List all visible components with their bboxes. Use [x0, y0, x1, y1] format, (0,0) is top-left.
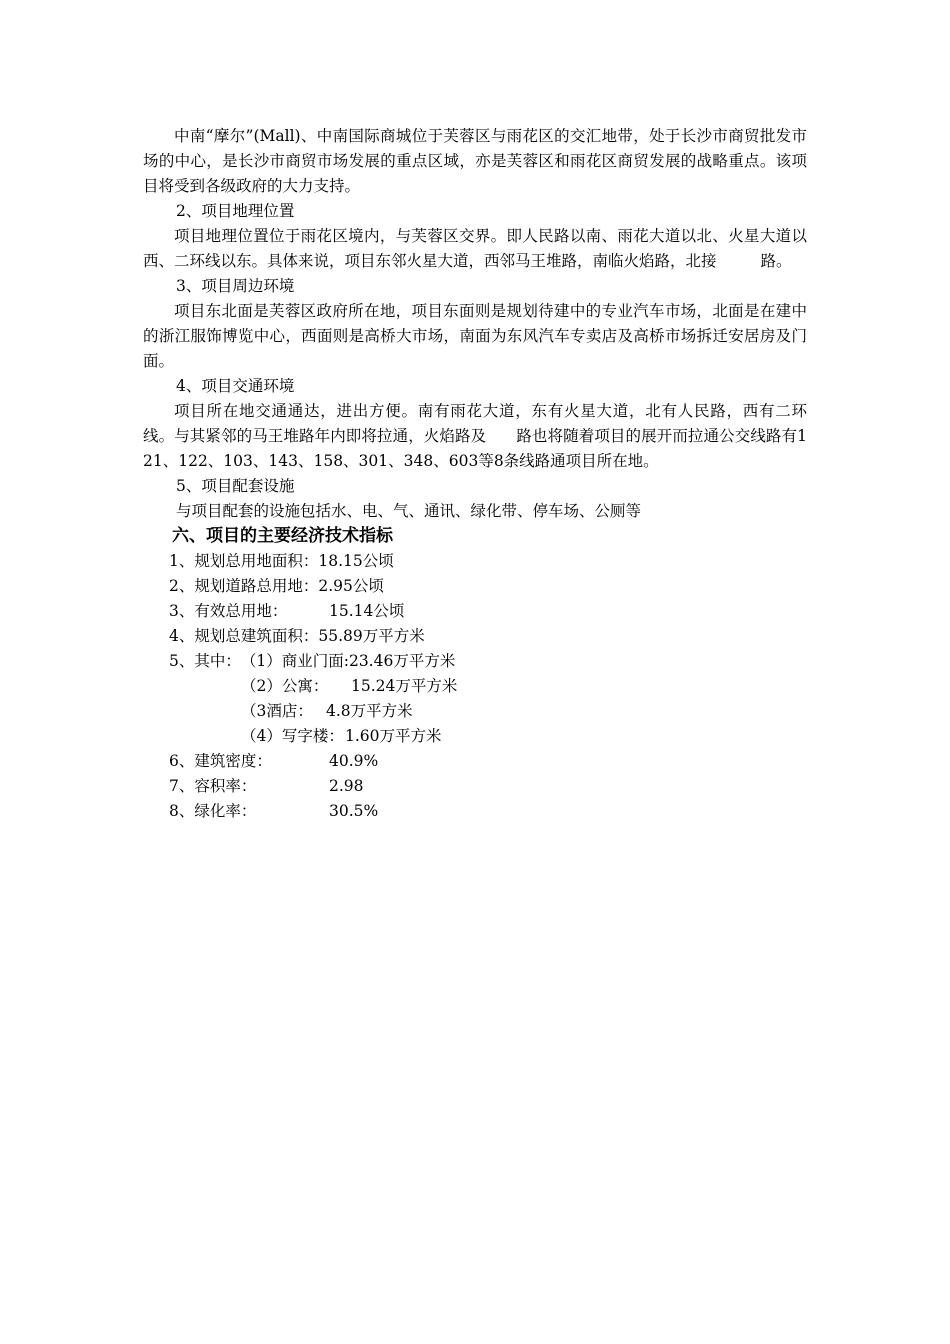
- location-text-a: 项目地理位置位于雨花区境内，与芙蓉区交界。即人民路以南、雨花大道以北、火星大道以西、二环线以东。具体来说，项目东邻火星大道，西邻马王堆路，南临火焰路，北接: [143, 227, 807, 270]
- indicator-item: 8、绿化率： 30.5%: [169, 802, 379, 820]
- indicator-item: 2、规划道路总用地： 2.95公顷: [169, 577, 384, 595]
- indicators-title: 六、项目的主要经济技术指标: [172, 526, 393, 546]
- surroundings-paragraph: 项目东北面是芙蓉区政府所在地，项目东面则是规划待建中的专业汽车市场，北面是在建中的浙江服饰博览中心，西面则是高桥大市场，南面为东风汽车专卖店及高桥市场拆迁安居房及门面。: [143, 302, 807, 370]
- indicator-sub-item: （2）公寓： 15.24万平方米: [241, 677, 458, 695]
- indicator-item: 4、规划总建筑面积： 55.89万平方米: [169, 627, 425, 645]
- indicator-item: 6、建筑密度： 40.9%: [169, 752, 379, 770]
- indicator-sub-item: （3酒店： 4.8万平方米: [241, 702, 413, 720]
- location-paragraph: [143, 224, 807, 274]
- traffic-heading: 4、项目交通环境: [176, 377, 295, 395]
- facilities-paragraph: 与项目配套的设施包括水、电、气、通讯、绿化带、停车场、公厕等: [176, 502, 642, 520]
- document-page: [143, 124, 807, 824]
- indicator-item: 7、容积率： 2.98: [169, 777, 364, 795]
- intro-paragraph: 中南“摩尔”(Mall)、中南国际商城位于芙蓉区与雨花区的交汇地带，处于长沙市商贸批发市场的中心，是长沙市商贸市场发展的重点区域，亦是芙蓉区和雨花区商贸发展的战略重点。该项目将受到各级政府的大力支持。: [143, 127, 807, 195]
- location-text-b: 路。: [760, 252, 792, 270]
- indicator-item: 1、规划总用地面积： 18.15公顷: [169, 552, 394, 570]
- indicator-item: 5、其中： （1）商业门面:23.46万平方米: [169, 652, 456, 670]
- indicators-list: [143, 549, 807, 824]
- indicator-sub-item: （4）写字楼： 1.60万平方米: [241, 727, 442, 745]
- surroundings-heading: 3、项目周边环境: [176, 277, 295, 295]
- location-heading: 2、项目地理位置: [176, 202, 295, 220]
- traffic-text-b: 路也将随着项目的展开而拉通公交线路有121、122、103、143、158、301、348、603等8条线路通项目所在地。: [143, 427, 807, 470]
- traffic-text-a: 项目所在地交通通达，进出方便。南有雨花大道，东有火星大道，北有人民路，西有二环线。与其紧邻的马王堆路年内即将拉通，火焰路及: [143, 402, 807, 445]
- traffic-paragraph: [143, 399, 807, 474]
- indicator-item: 3、有效总用地： 15.14公顷: [169, 602, 405, 620]
- facilities-heading: 5、项目配套设施: [176, 477, 295, 495]
